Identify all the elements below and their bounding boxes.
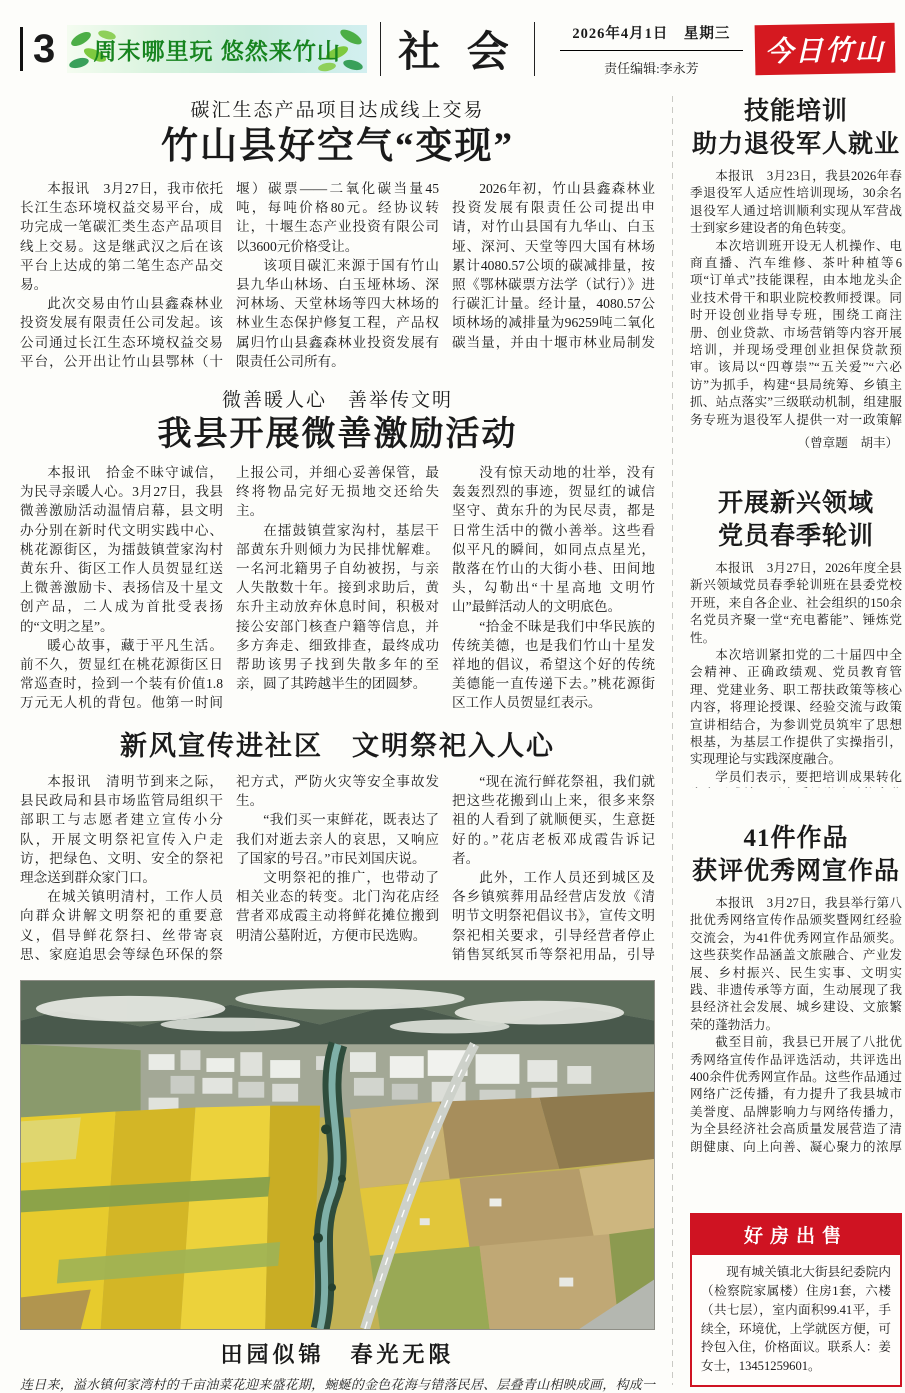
- article-micro-kindness: [20, 385, 655, 715]
- paragraph: 本报讯 3月23日，我县2026年春季退役军人适应性培训现场，30余名退役军人通过培训顺利实现从军营战士到家乡建设者的角色转变。: [690, 169, 902, 236]
- article-headline: 新风宣传进社区 文明祭祀入人心: [120, 731, 555, 761]
- issue-date: 2026年4月1日 星期三: [572, 25, 731, 42]
- editor-line: 责任编辑:李永芳: [604, 60, 699, 76]
- article-body: [20, 179, 655, 373]
- paragraph: “拾金不昧是我们中华民族的传统美德，也是我们竹山十星发祥地的倡议，希望这个好的传统美德能一直传递下去。”桃花源街区工作人员贺显红表示。: [452, 618, 655, 711]
- side-column: [690, 95, 902, 1391]
- date-block: [548, 22, 755, 77]
- photo-caption: [20, 1375, 655, 1393]
- paragraph: 此外，工作人员还到城区及各乡镇殡葬用品经营店发放《清明节文明祭祀倡议书》，宣传文明祭祀相关要求，引导经营者停止销售冥纸冥币等祭祀用品，引导: [452, 870, 655, 962]
- article-body: [690, 168, 902, 430]
- paragraph: 暖心故事，藏于平凡生活。前不久，贺显红在桃花源街区日常巡查时，捡到一个装有价值1.8万元无人机的背包。他第一时间上报公司，并细心妥善保管，最终将物品完好无损地交还给失主。: [20, 465, 439, 711]
- paragraph: 截至目前，我县已开展了八批优秀网络宣传作品评选活动，共评选出400余件优秀网宣作品。这些作品通过网络广泛传播，有力提升了我县城市美誉度、品牌影响力与网络传播力，为全县经济社会高质量发展营造了清朗健康、向上向善、凝心聚力的浓厚: [690, 1035, 902, 1153]
- ad-text: 现有城关镇北大街县纪委院内（检察院家属楼）住房1套，六楼（共七层），室内面积99.41平，手续全，环境优，上学就医方便，可拎包入住，价格面议。联系人：姜女士，13451259601。: [701, 1265, 891, 1374]
- paragraph: 本报讯 3月27日，2026年度全县新兴领域党员春季轮训班在县委党校开班，来自各企业、社会组织的150余名党员齐聚一堂“充电蓄能”、锤炼党性。: [690, 561, 902, 645]
- article-body: [690, 895, 902, 1153]
- house-sale-ad: [690, 1213, 902, 1387]
- photo-fields-left: [21, 1106, 320, 1329]
- ad-body: [692, 1255, 900, 1385]
- paragraph: 本报讯 3月27日，我县举行第八批优秀网络宣传作品颁奖暨网红经验交流会，为41件优秀网宣作品颁奖。这些获奖作品涵盖文旅融合、产业发展、乡村振兴、民生实事、文明实践、非遗传承等方面，生动展现了我县经济社会发展、城乡建设、文旅繁荣的蓬勃活力。: [690, 896, 902, 1032]
- article-party-training: [690, 487, 902, 788]
- promo-banner: [67, 25, 367, 73]
- article-carbon-trade: [20, 95, 655, 373]
- paragraph: 2026年初，竹山县鑫森林业投资发展有限责任公司提出申请，对竹山县国有九华山、白玉垭、深河、天堂等四大国有林场累计4080.57公顷的碳减排量，按照《鄂林碳票方法学（试行）》进行碳汇计量。经计量，4080.57公顷林场的减排量为96259吨二氧化碳当量，并由十堰市林业局制发: [452, 181, 655, 350]
- header-divider: [534, 22, 535, 76]
- article-kicker: 微善暖人心 善举传文明: [221, 390, 453, 411]
- paragraph: “我们买一束鲜花，既表达了我们对逝去亲人的哀思，又响应了国家的号召。”市民刘国庆说。: [236, 812, 439, 866]
- paragraph: 在城关镇明清村，工作人员向群众讲解文明祭祀的重要意义，倡导鲜花祭扫、丝带寄哀思、家庭追思会等绿色环保的祭祀方式，严防火灾等安全事故发生。: [20, 774, 439, 962]
- ad-title: 好房出售: [692, 1215, 900, 1255]
- paragraph: “现在流行鲜花祭祖，我们就把这些花搬到山上来，很多来祭祖的人看到了就顺便买，生意挺好的。”花店老板邓成霞告诉记者。: [452, 774, 655, 866]
- paragraph: 该项目碳汇来源于国有竹山县九华山林场、白玉垭林场、深河林场、天堂林场等四大林场的林业生态保护修复工程，产品权属归竹山县鑫森林业投资发展有限责任公司所有。: [236, 257, 439, 369]
- main-column: [20, 95, 655, 1393]
- paragraph: 本次培训班开设无人机操作、电商直播、汽车维修、茶叶种植等6项“订单式”技能课程，由本地龙头企业技术骨干和职业院校教师授课。同时开设创业指导专班，围绕工商注册、创业贷款、市场营销等内容开展培训，并现场受理创业担保贷款预审。该局以“四尊崇”“五关爱”“六必访”为抓手，构建“县局统筹、乡镇主抓、站点落实”三级联动机制，组建服务专班为退役军人提供一对一政策解: [690, 238, 902, 427]
- paragraph: 本报讯 清明节到来之际，县民政局和县市场监管局组织干部职工与志愿者建立宣传小分队，开展文明祭祀宣传入户走访，把绿色、文明、安全的祭祀理念送到群众家门口。: [20, 774, 223, 886]
- article-byline: （曾章题 胡丰）: [797, 436, 899, 450]
- article-body: [690, 560, 902, 788]
- paragraph: 本次培训紧扣党的二十届四中全会精神、正确政绩观、党员教育管理、党建业务、职工帮扶政策等核心内容，将理论授课、经验交流与政策宣讲相结合，为参训党员筑牢了思想根基，为基层工作提供了实操指引，实现理论与实践深度融合。: [690, 648, 902, 767]
- article-civil-sacrifice: [20, 729, 655, 970]
- masthead-logo: 今日竹山: [755, 23, 896, 75]
- paragraph: 在擂鼓镇萱家沟村，基层干部黄东升则倾力为民排忧解难。一名河北籍男子自幼被拐，与亲人失散数十年。接到求助后，黄东升主动放弃休息时间，积极对接公安部门核查户籍等信息，并多方奔走、细致排查，最终成功帮助该男子找到失散多年的至亲，圆了其跨越半生的团圆梦。: [236, 522, 439, 692]
- page-header: [20, 16, 895, 82]
- header-divider: [380, 22, 381, 76]
- aerial-photo: [20, 980, 655, 1330]
- photo-fields-right: [350, 1092, 654, 1329]
- article-headline: 开展新兴领域 党员春季轮训: [717, 490, 874, 550]
- article-body: [20, 463, 655, 715]
- section-title: 社 会: [398, 30, 517, 76]
- article-headline: 41件作品 获评优秀网宣作品: [691, 825, 900, 885]
- paragraph: 本报讯 拾金不昧守诚信，为民寻亲暖人心。3月27日，我县微善激励活动温情启幕，县文明办分别在新时代文明实践中心、桃花源街区，为擂鼓镇萱家沟村黄东升、街区工作人员贺显红送上微善激励卡、表扬信及十星文创产品，二人成为首批受表扬的“文明之星”。: [20, 465, 223, 634]
- paragraph: 文明祭祀的推广，也带动了相关业态的转变。北门沟花店经营者邓成霞主动将鲜花摊位搬到明清公墓附近，方便市民选购。: [236, 870, 439, 943]
- article-web-awards: [690, 822, 902, 1153]
- article-body: [20, 772, 655, 970]
- article-headline: 竹山县好空气“变现”: [161, 126, 514, 167]
- paragraph: 没有惊天动地的壮举，没有轰轰烈烈的事迹，贺显红的诚信坚守、黄东升的为民尽责，都是日常生活中的微小善举。这些看似平凡的瞬间，如同点点星光，散落在竹山的大街小巷、田间地头，勾勒出“十星高地 文明竹山”最鲜活动人的文明底色。: [452, 465, 655, 615]
- column-divider: [672, 96, 673, 1385]
- photo-caption-text: 连日来，溢水镇何家湾村的千亩油菜花迎来盛花期，蜿蜒的金色花海与错落民居、层叠青山相映成画，构成一: [20, 1377, 655, 1392]
- page-number: 3: [20, 27, 61, 71]
- paragraph: 学员们表示，要把培训成果转化: [715, 769, 902, 784]
- article-headline: 我县开展微善激励活动: [157, 416, 518, 453]
- paragraph: 此次交易由竹山县鑫森林业投资发展有限责任公司发起。该公司通过长江生态环境权益交易平台，公开出让竹山县鄂林（十堰）碳票——二氧化碳当量45吨，每吨价格80元。经协议转让，十堰生态产业投资有限公司以3600元价格受让。: [20, 181, 439, 369]
- photo-caption-title: 田园似锦 春光无限: [220, 1342, 455, 1367]
- article-veteran-training: [690, 95, 902, 451]
- article-kicker: 碳汇生态产品项目达成线上交易: [190, 100, 485, 121]
- article-headline: 技能培训 助力退役军人就业: [691, 98, 900, 158]
- paragraph: 本报讯 3月27日，我市依托长江生态环境权益交易平台，成功完成一笔碳汇类生态产品项目线上交易。这是继武汉之后在该平台上达成的第二笔生态产品交易。: [20, 181, 223, 293]
- promo-banner-text: 周末哪里玩 悠然来竹山: [93, 37, 341, 64]
